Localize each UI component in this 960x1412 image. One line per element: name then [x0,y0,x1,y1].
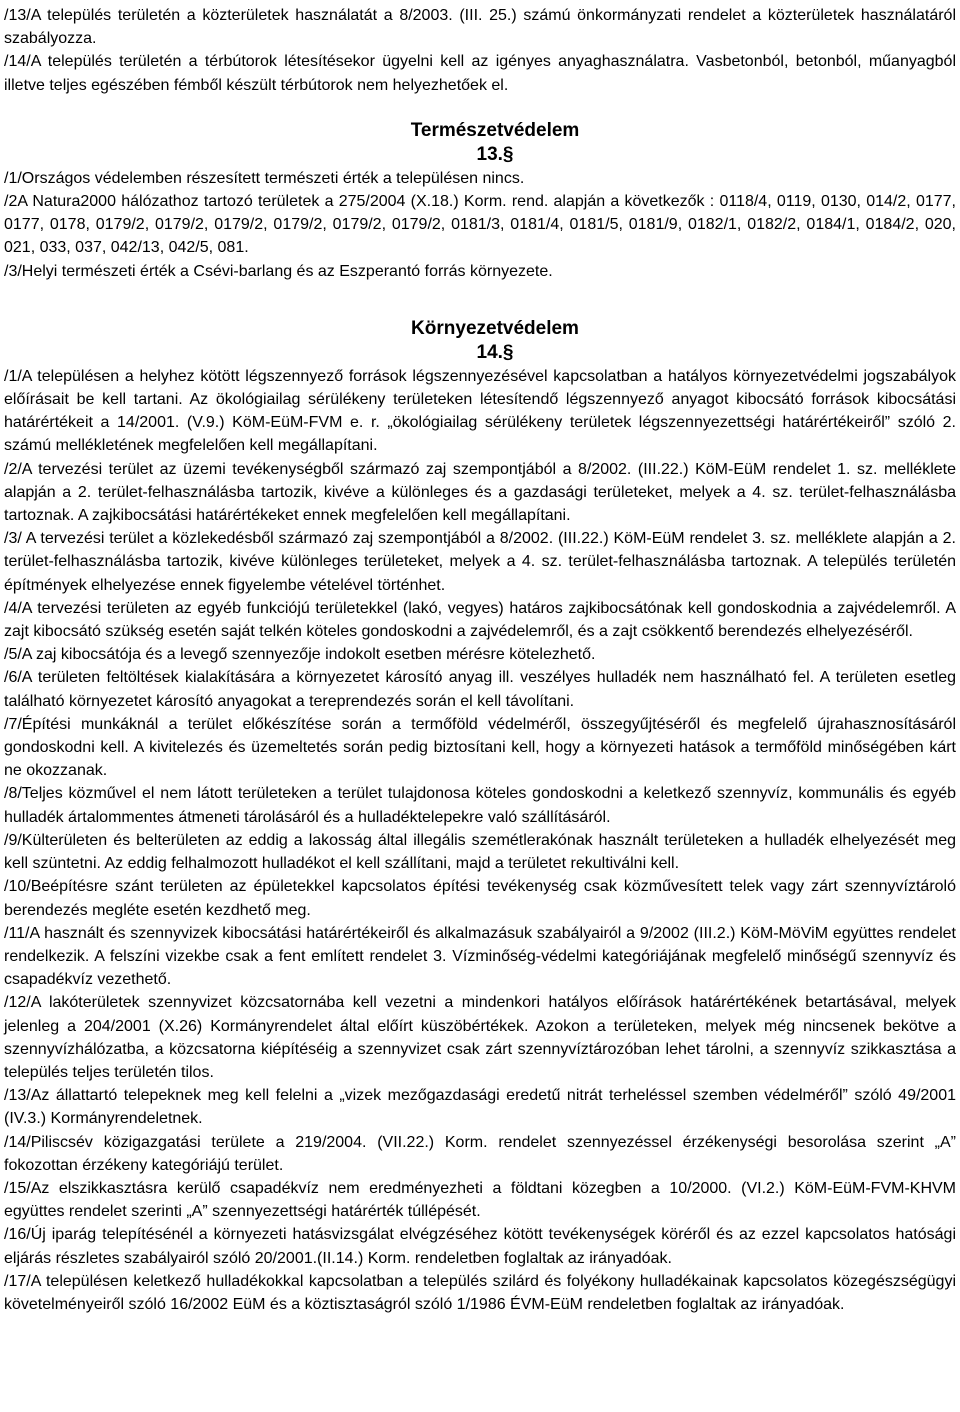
paragraph-14-8: /8/Teljes közművel el nem látott területeken a terület tulajdonosa köteles gondoskodni a keletkező szennyvíz, kommunális és egyéb hulladék ártalommentes átmeneti tárolásáról és a hulladéktelepekre való szállításáról. [4,785,956,826]
paragraph-14-1: /1/A településen a helyhez kötött légszennyező források légszennyezésével kapcsolatban a hatályos környezetvédelmi jogszabályok előírásait be kell tartani. Az ökológiailag sérülékeny területeken létesítendő légszennyező anyagot kibocsátó források kibocsátási határértékeit a 14/2001. (V.9.) KöM-EüM-FVM e. r. „ökológiailag sérülékeny területek légszennyezettségi határértékeiről” szóló 2. számú mellékletének megfelelően kell megállapítani. [4,367,956,455]
paragraph-14-12: /12/A lakóterületek szennyvizet közcsatornába kell vezetni a mindenkori hatályos előírások határértékének betartásával, melyek jelenleg a 204/2001 (X.26) Kormányrendelet által előírt küszöbértékek. Azokon a területeken, melyek még nincsenek bekötve a szennyvízhálózatba, a közcsatorna kiépítéséig a szennyvizet csak zárt szennyvíztározóban lehet tárolni, a szennyvíz szikkasztása a település teljes területén tilos. [4,994,956,1081]
paragraph-14-14: /14/Piliscsév közigazgatási területe a 219/2004. (VII.22.) Korm. rendelet szennyezéssel érzékenységi besorolása szerint „A” fokozottan érzékeny kategóriájú terület. [4,1133,956,1174]
paragraph-14-6: /6/A területen feltöltések kialakítására a környezetet károsító anyag ill. veszélyes hulladék nem használható fel. A területen esetleg található környezetet károsító anyagokat a tereprendezés során el kell távolítani. [4,669,956,710]
paragraph-14-9: /9/Külterületen és belterületen az eddig a lakosság által illegális szemétlerakónak használt területeken a hulladék elhelyezését meg kell szüntetni. Az eddig felhalmozott hulladékot el kell szállítani, majd a területet rekultiválni kell. [4,831,956,873]
paragraph-14-17: /17/A településen keletkező hulladékokkal kapcsolatban a település szilárd és folyékony hulladékainak kapcsolatos közegészségügyi követelményeiről szóló 16/2002 EüM és a köztisztaságról szóló 1/1986 ÉVM-EüM rendeletben foglaltak az irányadóak. [4,1272,956,1313]
paragraph-14-16: /16/Új iparág telepítésénél a környezeti hatásvizsgálat elvégzéséhez kötött tevékenységek köréről és az ezzel kapcsolatos hatósági eljárás részletes szabályairól szóló 20/2001.(II.14.) Korm. rendeletben foglaltak az irányadóak. [4,1226,956,1267]
paragraph-14-10: /10/Beépítésre szánt területen az épületekkel kapcsolatos építési tevékenység csak közművesített telek vagy zárt szennyvíztároló berendezés megléte esetén kezdhető meg. [4,878,956,919]
spacer [4,283,956,317]
section-number-13: 13.§ [476,143,514,165]
spacer [4,97,956,119]
section-number-14: 14.§ [476,341,514,363]
paragraph-14-5: /5/A zaj kibocsátója és a levegő szennyezője indokolt esetben mérésre kötelezhető. [4,646,596,664]
paragraph-14-7: /7/Építési munkáknál a terület előkészítése során a termőföld védelméről, összegyűjtéséről és megfelelő újrahasznosításáról gondoskodni kell. A kivitelezés és üzemeltetés során pedig biztosítani kell, hogy a környezeti hatások a termőföld minőségében kárt ne okozzanak. [4,715,956,780]
section-title-kornyezetvedelem: Környezetvédelem [411,317,579,339]
paragraph-14-11: /11/A használt és szennyvizek kibocsátási határértékeiről és alkalmazásuk szabályairól a 9/2002 (III.2.) KöM-MöViM együttes rendelet rendelkezik. A felszíni vizekbe csak a fent említett rendelet 3. Vízminőség-védelmi kategóriájának megfelelő minőségű szennyvíz és csapadékvíz vezethető. [4,924,956,989]
paragraph-13-1: /1/Országos védelemben részesített természeti érték a településen nincs. [4,169,525,187]
paragraph-13-3: /3/Helyi természeti érték a Csévi-barlang és az Eszperantó forrás környezete. [4,262,553,280]
paragraph-14-3: /3/ A tervezési terület a közlekedésből származó zaj szempontjából a 8/2002. (III.22.) KöM-EüM rendelet 3. sz. melléklete alapján a 2. terület-felhasználásba tartozik, kivéve különleges területeket, melyek a 4. sz. terület-felhasználásba tartoznak. A település területén építmények elhelyezése ennek figyelembe vételével történhet. [4,530,956,594]
paragraph-14-2: /2/A tervezési terület az üzemi tevékenységből származó zaj szempontjából a 8/2002. (III.22.) KöM-EüM rendelet 1. sz. melléklete alapján a 2. terület-felhasználásba tartozik, kivéve a különleges és a gazdasági területeket, melyek a 4. sz. terület-felhasználásba tartoznak. A zajkibocsátási határértékeket ennek megfelelően kell megállapítani. [4,460,956,525]
paragraph-13a: /13/A település területén a közterületek használatát a 8/2003. (III. 25.) számú önkormányzati rendelet a közterületek használatáról szabályozza. [4,7,956,48]
paragraph-14-15: /15/Az elszikkasztásra kerülő csapadékvíz nem eredményezheti a földtani közegben a 10/2000. (VI.2.) KöM-EüM-FVM-KHVM együttes rendelet szerinti „A” szennyezettségi határérték túllépését. [4,1179,956,1221]
paragraph-14-13: /13/Az állattartó telepeknek meg kell felelni a „vizek mezőgazdasági eredetű nitrát terheléssel szemben védelméről” szóló 49/2001 (IV.3.) Kormányrendeletnek. [4,1087,956,1128]
paragraph-14-4: /4/A tervezési területen az egyéb funkciójú területekkel (lakó, vegyes) határos zajkibocsátónak kell gondoskodnia a zajvédelemről. A zajt kibocsátó szükség esetén saját telkén köteles gondoskodni a zajvédelemről, és a zajt csökkentő berendezés elhelyezéséről. [4,599,956,641]
section-title-termeszetvedelem: Természetvédelem [410,119,580,141]
paragraph-14a: /14/A település területén a térbútorok létesítésekor ügyelni kell az igényes anyaghasználatra. Vasbetonból, betonból, műanyagból illetve teljes egészében fémből készült térbútorok nem helyezhetőek el. [4,53,956,94]
paragraph-13-2: /2A Natura2000 hálózathoz tartozó területek a 275/2004 (X.18.) Korm. rend. alapján a következők : 0118/4, 0119, 0130, 014/2, 0177, 0177, 0178, 0179/2, 0179/2, 0179/2, 0179/2, 0179/2, 0179/2, 0181/3, 0181/4, 0181/5, 0181/9, 0182/1, 0182/2, 0184/1, 0184/2, 020, 021, 033, 037, 042/13, 042/5, 081. [4,193,956,257]
